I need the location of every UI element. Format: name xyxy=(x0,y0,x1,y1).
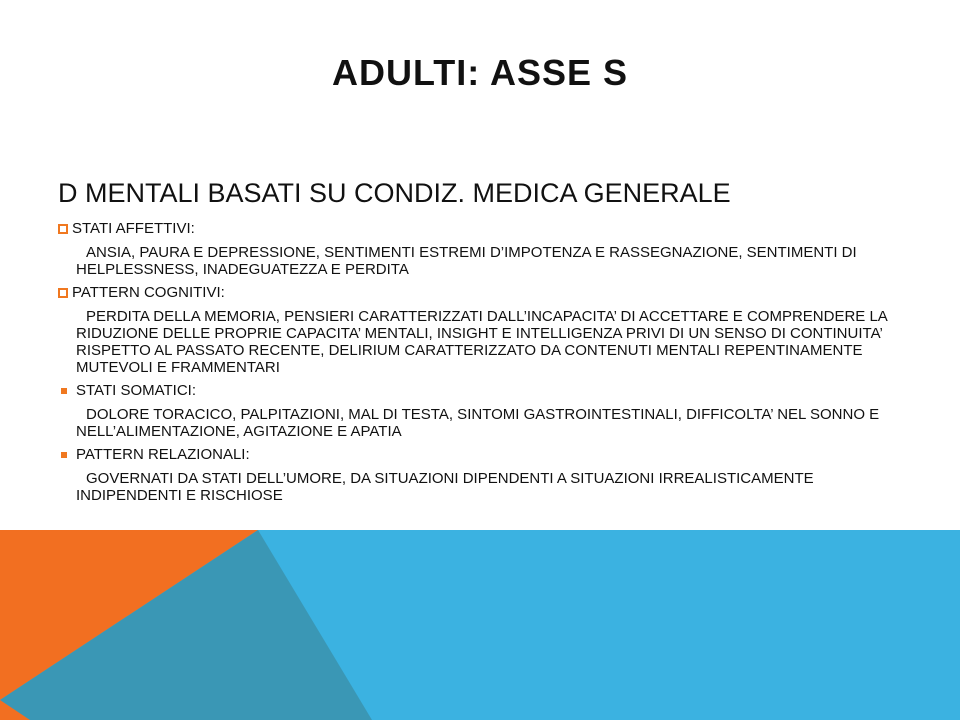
square-bullet-icon xyxy=(61,452,67,458)
bullet-text: DOLORE TORACICO, PALPITAZIONI, MAL DI TESTA, SINTOMI GASTROINTESTINALI, DIFFICOLTA’ NEL SONNO E NELL’ALIMENTAZIONE, AGITAZIONE E APATIA xyxy=(76,406,880,440)
bullet-text: PERDITA DELLA MEMORIA, PENSIERI CARATTERIZZATI DALL’INCAPACITA’ DI ACCETTARE E COMPRENDERE LA RIDUZIONE DELLE PROPRIE CAPACITA’ MENTALI, INSIGHT E INTELLIGENZA PRIVI DI UN SENSO DI CONTINUITA’ RISPETTO AL PASSATO RECENTE, DELIRIUM CARATTERIZZATO DA CONTENUTI MENTALI REPENTINAMENTE MUTEVOLI E FRAMMENTARI xyxy=(76,308,887,376)
bullet-item-stati-affettivi xyxy=(58,220,898,238)
checkbox-bullet-icon xyxy=(58,224,68,234)
bullet-label: PATTERN RELAZIONALI: xyxy=(76,446,250,463)
bullet-text: GOVERNATI DA STATI DELL’UMORE, DA SITUAZIONI DIPENDENTI A SITUAZIONI IRREALISTICAMENTE INDIPENDENTI E RISCHIOSE xyxy=(76,470,814,504)
slide-title: ADULTI: ASSE S xyxy=(331,52,628,93)
bullet-label: STATI AFFETTIVI: xyxy=(72,220,195,237)
bullet-text: ANSIA, PAURA E DEPRESSIONE, SENTIMENTI ESTREMI D’IMPOTENZA E RASSEGNAZIONE, SENTIMENTI DI HELPLESSNESS, INADEGUATEZZA E PERDITA xyxy=(76,244,857,278)
bullet-label: PATTERN COGNITIVI: xyxy=(72,284,225,301)
bullet-label: STATI SOMATICI: xyxy=(76,382,196,399)
square-bullet-icon xyxy=(61,388,67,394)
section-heading: D MENTALI BASATI SU CONDIZ. MEDICA GENERALE xyxy=(58,178,731,208)
bullet-list xyxy=(58,214,898,504)
checkbox-bullet-icon xyxy=(58,288,68,298)
bullet-item-pattern-cognitivi xyxy=(58,284,898,302)
bullet-item-stati-somatici xyxy=(58,382,898,400)
bullet-item-pattern-relazionali xyxy=(58,446,898,464)
